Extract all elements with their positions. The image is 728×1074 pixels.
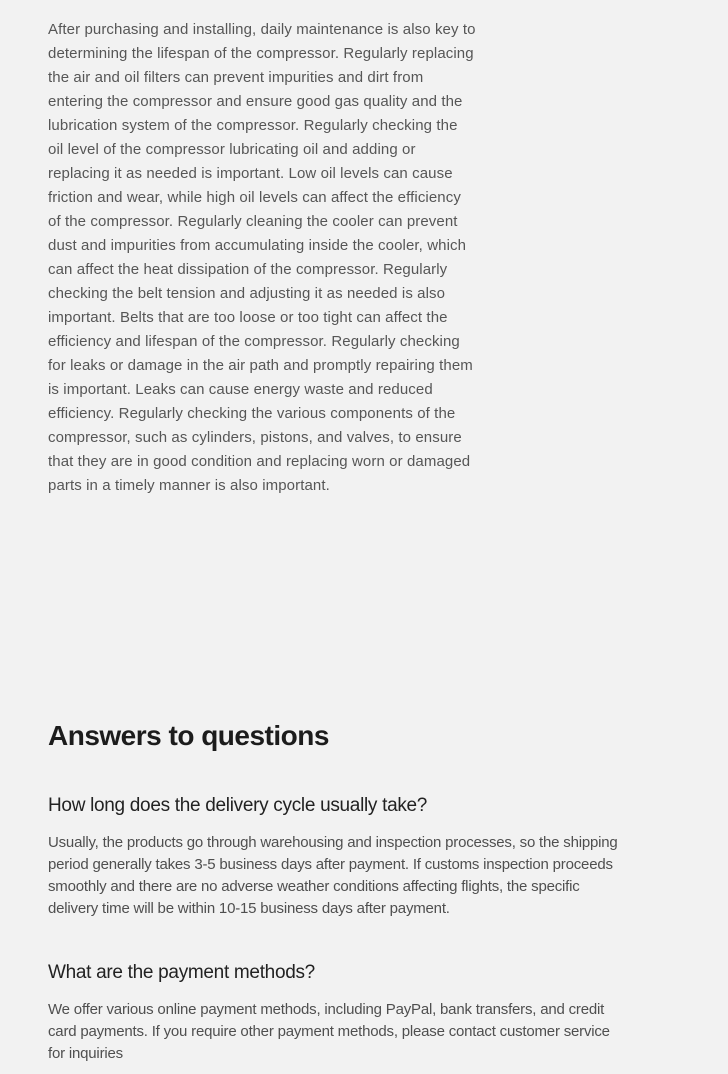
faq-answer-delivery: Usually, the products go through warehousing and inspection processes, so the shipping period generally takes 3-5 business days after payment. If customs inspection proceeds smoothly and there are no adverse weather conditions affecting flights, the specific delivery time will be within 10-15 business days after payment. <box>48 834 618 917</box>
faq-answer-payment: We offer various online payment methods, including PayPal, bank transfers, and credit card payments. If you require other payment methods, please contact customer service for inquiries <box>48 1001 610 1062</box>
faq-question-delivery: How long does the delivery cycle usually take? <box>48 795 428 816</box>
maintenance-intro-paragraph: After purchasing and installing, daily maintenance is also key to determining the lifespan of the compressor. Regularly replacing the air and oil filters can prevent impurities and dirt from entering the compressor and ensure good gas quality and the lubrication system of the compressor. Regularly checking the oil level of the compressor lubricating oil and adding or replacing it as needed is important. Low oil levels can cause friction and wear, while high oil levels can affect the efficiency of the compressor. Regularly cleaning the cooler can prevent dust and impurities from accumulating inside the cooler, which can affect the heat dissipation of the compressor. Regularly checking the belt tension and adjusting it as needed is also important. Belts that are too loose or too tight can affect the efficiency and lifespan of the compressor. Regularly checking for leaks or damage in the air path and promptly repairing them is important. Leaks can cause energy waste and reduced efficiency. Regularly checking the various components of the compressor, such as cylinders, pistons, and valves, to ensure that they are in good condition and replacing worn or damaged parts in a timely manner is also important. <box>48 21 476 494</box>
faq-question-payment: What are the payment methods? <box>48 962 315 983</box>
faq-item-payment <box>48 960 680 1065</box>
faq-item-delivery <box>48 793 680 920</box>
faq-section-title: Answers to questions <box>48 720 329 751</box>
